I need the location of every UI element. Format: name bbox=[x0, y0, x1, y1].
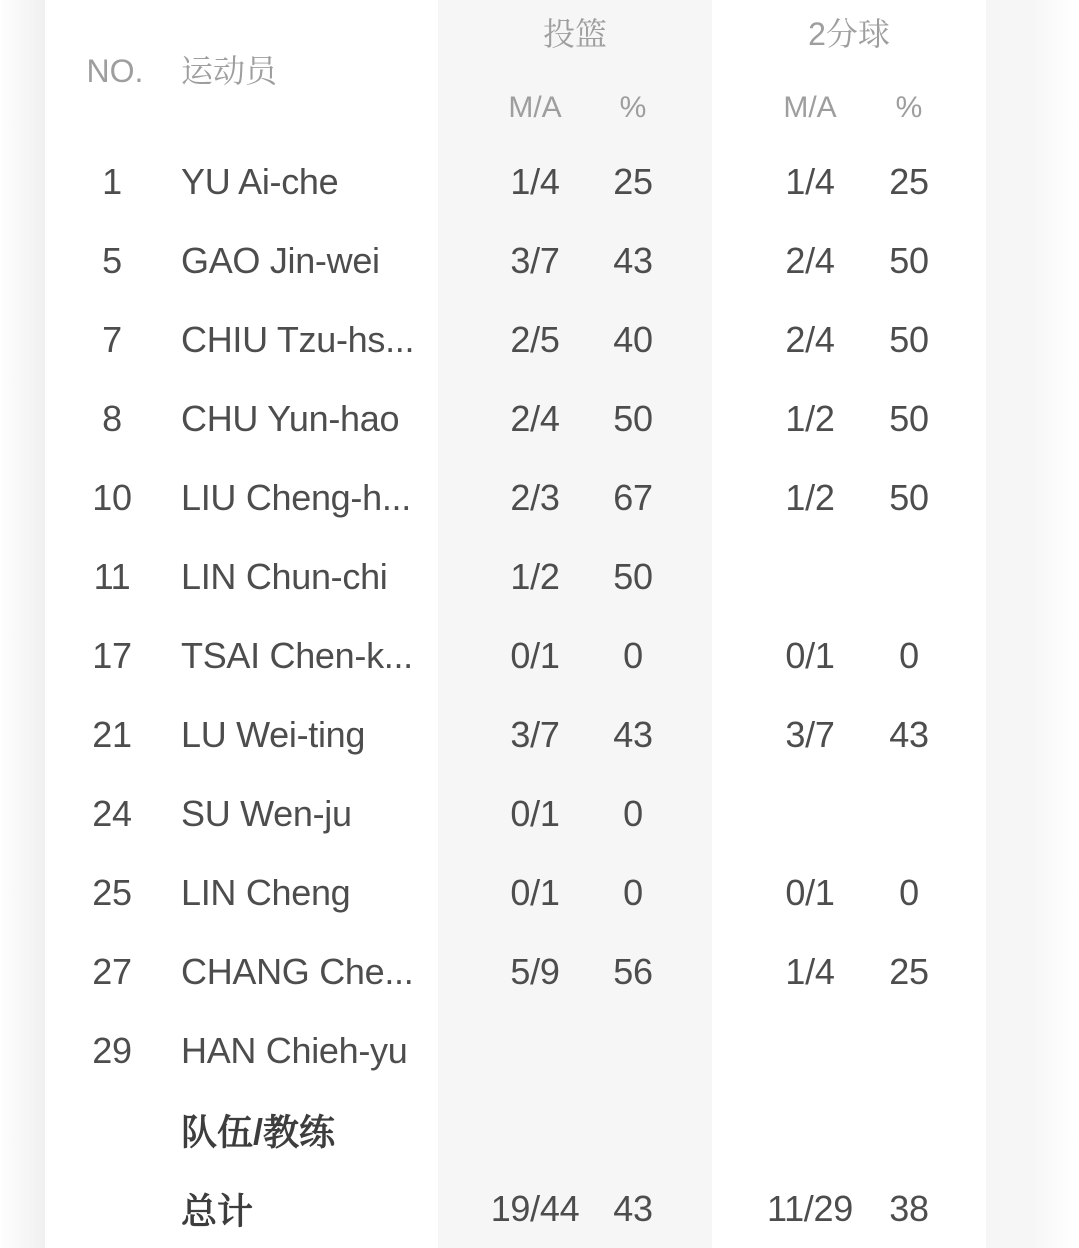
player-name-cell: LIU Cheng-h... bbox=[181, 476, 411, 518]
table-row bbox=[0, 537, 1079, 616]
fg-percent-cell: 0 bbox=[623, 792, 643, 834]
player-number-cell: 5 bbox=[102, 239, 122, 281]
table-row bbox=[0, 932, 1079, 1011]
two-point-made-attempt-cell: 1/2 bbox=[785, 476, 835, 518]
table-row bbox=[0, 1169, 1079, 1248]
player-number-cell: 10 bbox=[92, 476, 132, 518]
fg-made-attempt-cell: 2/3 bbox=[510, 476, 560, 518]
fg-made-attempt-cell: 1/2 bbox=[510, 555, 560, 597]
fg-made-attempt-cell: 3/7 bbox=[510, 713, 560, 755]
two-point-made-attempt-cell: 1/4 bbox=[785, 950, 835, 992]
two-point-percent-cell: 50 bbox=[889, 318, 929, 360]
two-point-percent-cell: 38 bbox=[889, 1187, 929, 1229]
fg-made-attempt-cell: 0/1 bbox=[510, 871, 560, 913]
two-point-made-attempt-cell: 3/7 bbox=[785, 713, 835, 755]
table-row bbox=[0, 616, 1079, 695]
player-name-cell: TSAI Chen-k... bbox=[181, 634, 413, 676]
fg-percent-cell: 43 bbox=[613, 713, 653, 755]
two-point-made-attempt-cell: 2/4 bbox=[785, 318, 835, 360]
fg-percent-cell: 43 bbox=[613, 239, 653, 281]
no-column-header: NO. bbox=[86, 53, 144, 89]
player-name-cell: CHIU Tzu-hs... bbox=[181, 318, 415, 360]
fg-made-attempt-cell: 0/1 bbox=[510, 792, 560, 834]
fg-percent-cell: 0 bbox=[623, 871, 643, 913]
player-name-cell: HAN Chieh-yu bbox=[181, 1029, 408, 1071]
player-number-cell: 29 bbox=[92, 1029, 132, 1071]
table-row bbox=[0, 1090, 1079, 1169]
right-scroll-fade bbox=[1031, 0, 1079, 1248]
player-number-cell: 24 bbox=[92, 792, 132, 834]
fg-percent-header: % bbox=[619, 91, 647, 124]
player-name-cell: GAO Jin-wei bbox=[181, 239, 380, 281]
two-point-made-attempt-cell: 1/2 bbox=[785, 397, 835, 439]
fg-made-attempt-cell: 2/4 bbox=[510, 397, 560, 439]
fg-made-attempt-cell: 1/4 bbox=[510, 160, 560, 202]
table-rows bbox=[0, 142, 1079, 1248]
table-row bbox=[0, 774, 1079, 853]
table-row bbox=[0, 695, 1079, 774]
fg-group-header: 投篮 bbox=[542, 16, 607, 52]
two-point-percent-cell: 25 bbox=[889, 160, 929, 202]
fg-made-attempt-header: M/A bbox=[508, 91, 562, 124]
fg-percent-cell: 56 bbox=[613, 950, 653, 992]
fg-made-attempt-cell: 3/7 bbox=[510, 239, 560, 281]
two-point-made-attempt-header: M/A bbox=[783, 91, 837, 124]
two-point-group-header: 2分球 bbox=[808, 16, 890, 52]
fg-percent-cell: 50 bbox=[613, 555, 653, 597]
player-number-cell: 17 bbox=[92, 634, 132, 676]
two-point-percent-header: % bbox=[895, 91, 923, 124]
player-name-cell: 队伍/教练 bbox=[181, 1111, 336, 1152]
two-point-percent-cell: 43 bbox=[889, 713, 929, 755]
player-number-cell: 27 bbox=[92, 950, 132, 992]
fg-made-attempt-cell: 5/9 bbox=[510, 950, 560, 992]
table-row bbox=[0, 300, 1079, 379]
player-name-cell: LIN Chun-chi bbox=[181, 555, 388, 597]
player-number-cell: 1 bbox=[102, 160, 122, 202]
player-name-cell: SU Wen-ju bbox=[181, 792, 352, 834]
two-point-percent-cell: 0 bbox=[899, 871, 919, 913]
fg-made-attempt-cell: 19/44 bbox=[490, 1187, 580, 1229]
fg-percent-cell: 40 bbox=[613, 318, 653, 360]
two-point-percent-cell: 0 bbox=[899, 634, 919, 676]
player-number-cell: 25 bbox=[92, 871, 132, 913]
fg-percent-cell: 67 bbox=[613, 476, 653, 518]
fg-percent-cell: 25 bbox=[613, 160, 653, 202]
player-number-cell: 21 bbox=[92, 713, 132, 755]
two-point-percent-cell: 50 bbox=[889, 476, 929, 518]
player-name-cell: LIN Cheng bbox=[181, 871, 351, 913]
two-point-made-attempt-cell: 0/1 bbox=[785, 871, 835, 913]
table-row bbox=[0, 853, 1079, 932]
two-point-made-attempt-cell: 2/4 bbox=[785, 239, 835, 281]
player-name-cell: YU Ai-che bbox=[181, 160, 339, 202]
left-scroll-fade bbox=[0, 0, 45, 1248]
player-number-cell: 7 bbox=[102, 318, 122, 360]
fg-percent-cell: 0 bbox=[623, 634, 643, 676]
two-point-percent-cell: 50 bbox=[889, 239, 929, 281]
fg-percent-cell: 50 bbox=[613, 397, 653, 439]
player-name-cell: CHU Yun-hao bbox=[181, 397, 400, 439]
table-row bbox=[0, 221, 1079, 300]
table-row bbox=[0, 458, 1079, 537]
fg-made-attempt-cell: 0/1 bbox=[510, 634, 560, 676]
two-point-percent-cell: 50 bbox=[889, 397, 929, 439]
player-number-cell: 8 bbox=[102, 397, 122, 439]
player-name-cell: LU Wei-ting bbox=[181, 713, 366, 755]
two-point-made-attempt-cell: 0/1 bbox=[785, 634, 835, 676]
fg-made-attempt-cell: 2/5 bbox=[510, 318, 560, 360]
fg-percent-cell: 43 bbox=[613, 1187, 653, 1229]
two-point-made-attempt-cell: 11/29 bbox=[767, 1187, 853, 1229]
player-number-cell: 11 bbox=[93, 555, 131, 597]
table-row bbox=[0, 142, 1079, 221]
player-column-header: 运动员 bbox=[181, 53, 278, 89]
player-name-cell: CHANG Che... bbox=[181, 950, 414, 992]
table-row bbox=[0, 1011, 1079, 1090]
table-row bbox=[0, 379, 1079, 458]
player-name-cell: 总计 bbox=[181, 1190, 254, 1231]
two-point-made-attempt-cell: 1/4 bbox=[785, 160, 835, 202]
two-point-percent-cell: 25 bbox=[889, 950, 929, 992]
